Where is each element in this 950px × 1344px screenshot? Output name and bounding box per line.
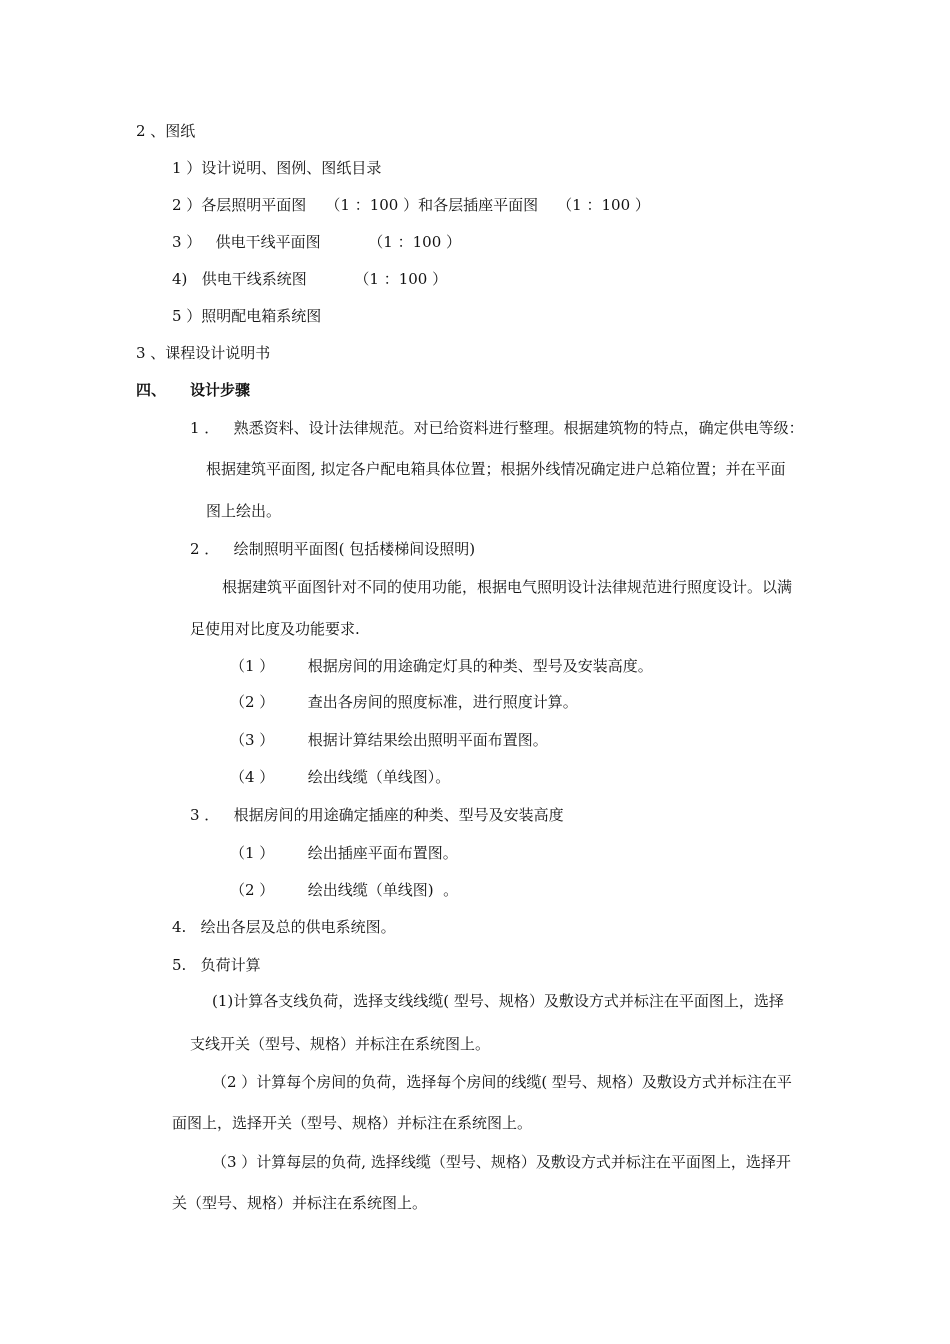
list-item: 5 ）照明配电箱系统图: [172, 307, 322, 325]
paragraph-line: 根据建筑平面图针对不同的使用功能，根据电气照明设计法律规范进行照度设计。以满: [222, 578, 793, 596]
paragraph-line: 1 ． 熟悉资料、设计法律规范。对已给资料进行整理。根据建筑物的特点，确定供电等级：: [190, 419, 804, 437]
paragraph-line: 2 ． 绘制照明平面图( 包括楼梯间设照明): [190, 540, 476, 558]
list-item: 2 ）各层照明平面图 （1 ：100 ）和各层插座平面图 （1 ：100 ）: [172, 196, 650, 214]
section-manual-heading: 3 、课程设计说明书: [136, 344, 271, 362]
list-item: （1 ） 绘出插座平面布置图。: [230, 844, 458, 862]
list-item: 1 ）设计说明、图例、图纸目录: [172, 159, 382, 177]
paragraph-line: 面图上，选择开关（型号、规格）并标注在系统图上。: [172, 1114, 533, 1132]
list-item: 5. 负荷计算: [172, 956, 261, 974]
section-number: 四、: [136, 381, 167, 399]
paragraph-line: （2 ）计算每个房间的负荷，选择每个房间的线缆( 型号、规格）及敷设方式并标注在平: [212, 1073, 792, 1091]
paragraph-line: 足使用对比度及功能要求.: [190, 620, 360, 638]
paragraph-line: （3 ）计算每层的负荷, 选择线缆（型号、规格）及敷设方式并标注在平面图上，选择开: [212, 1153, 791, 1171]
paragraph-line: 支线开关（型号、规格）并标注在系统图上。: [190, 1035, 491, 1053]
paragraph-line: (1)计算各支线负荷，选择支线线缆( 型号、规格）及敷设方式并标注在平面图上，选择: [212, 992, 784, 1010]
list-item: （2 ） 查出各房间的照度标准，进行照度计算。: [230, 693, 578, 711]
list-item: （1 ） 根据房间的用途确定灯具的种类、型号及安装高度。: [230, 657, 653, 675]
paragraph-line: 根据建筑平面图, 拟定各户配电箱具体位置；根据外线情况确定进户总箱位置；并在平面: [206, 460, 786, 478]
section-drawings-heading: 2 、图纸: [136, 122, 196, 140]
list-item: （2 ） 绘出线缆（单线图) 。: [230, 881, 459, 899]
list-item: 4. 绘出各层及总的供电系统图。: [172, 918, 396, 936]
list-item: （3 ） 根据计算结果绘出照明平面布置图。: [230, 731, 548, 749]
paragraph-line: 关（型号、规格）并标注在系统图上。: [172, 1194, 428, 1212]
paragraph-line: 3 ． 根据房间的用途确定插座的种类、型号及安装高度: [190, 806, 564, 824]
list-item: 4) 供电干线系统图 （1 ：100 ）: [172, 270, 448, 288]
paragraph-line: 图上绘出。: [206, 502, 282, 520]
section-title: 设计步骤: [190, 381, 251, 399]
list-item: 3 ） 供电干线平面图 （1 ：100 ）: [172, 233, 462, 251]
list-item: （4 ） 绘出线缆（单线图）。: [230, 768, 451, 786]
